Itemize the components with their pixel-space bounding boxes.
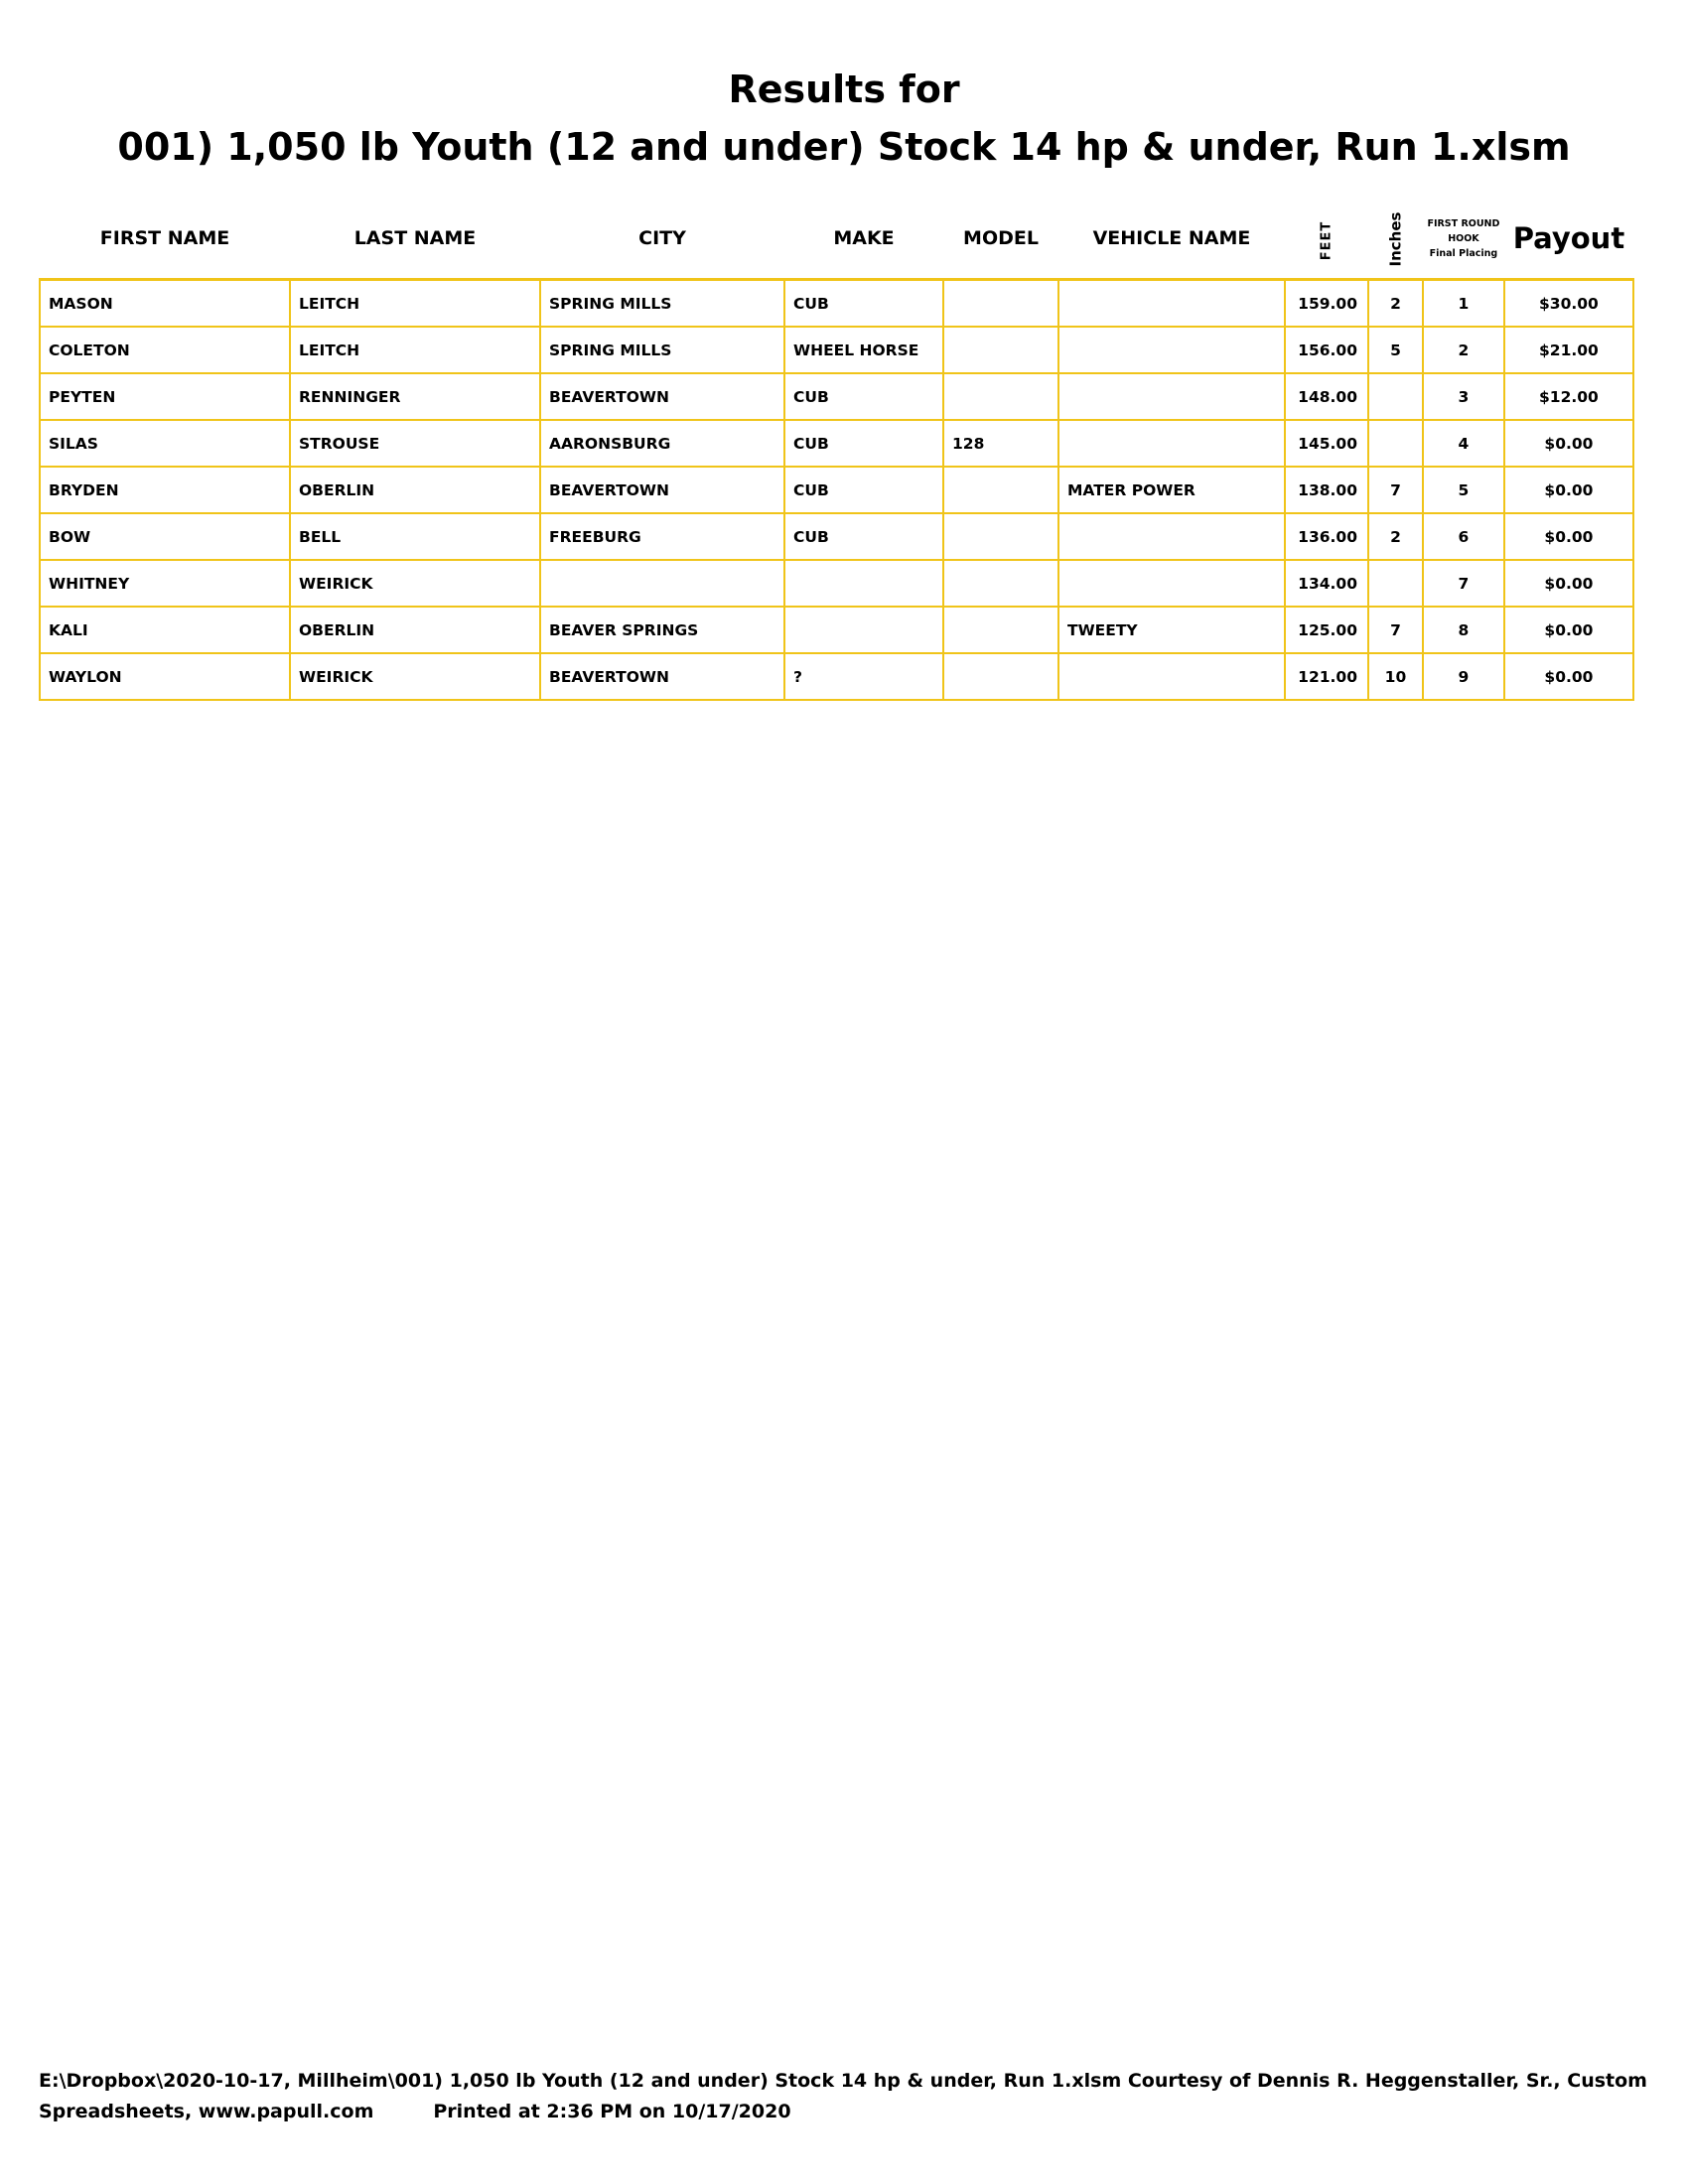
cell-make: CUB bbox=[784, 373, 943, 420]
cell-inches bbox=[1368, 560, 1423, 607]
cell-vehicle-name: MATER POWER bbox=[1058, 467, 1285, 513]
cell-inches: 10 bbox=[1368, 653, 1423, 700]
cell-first-name: KALI bbox=[40, 607, 290, 653]
results-table bbox=[39, 199, 1634, 701]
cell-last-name: STROUSE bbox=[290, 420, 540, 467]
cell-feet: 121.00 bbox=[1285, 653, 1368, 700]
cell-make: CUB bbox=[784, 467, 943, 513]
cell-make: ? bbox=[784, 653, 943, 700]
cell-feet: 159.00 bbox=[1285, 280, 1368, 328]
table-row bbox=[40, 420, 1633, 467]
table-row bbox=[40, 373, 1633, 420]
cell-last-name: BELL bbox=[290, 513, 540, 560]
header-feet bbox=[1285, 199, 1368, 280]
cell-city: AARONSBURG bbox=[540, 420, 784, 467]
cell-first-name: PEYTEN bbox=[40, 373, 290, 420]
table-row bbox=[40, 560, 1633, 607]
cell-payout: $0.00 bbox=[1504, 560, 1633, 607]
cell-first-name: BOW bbox=[40, 513, 290, 560]
cell-city: SPRING MILLS bbox=[540, 280, 784, 328]
header-city: CITY bbox=[540, 199, 784, 280]
cell-vehicle-name bbox=[1058, 280, 1285, 328]
cell-placing: 9 bbox=[1423, 653, 1504, 700]
header-make: MAKE bbox=[784, 199, 943, 280]
cell-model: 128 bbox=[943, 420, 1058, 467]
cell-city: FREEBURG bbox=[540, 513, 784, 560]
footer-path-line: E:\Dropbox\2020-10-17, Millheim\001) 1,050 lb Youth (12 and under) Stock 14 hp & under, Run 1.xlsm Courtesy of Dennis R. Heggenstaller, Sr., Custom bbox=[39, 2070, 1647, 2092]
header-payout bbox=[1504, 199, 1633, 280]
cell-vehicle-name bbox=[1058, 653, 1285, 700]
table-row bbox=[40, 327, 1633, 373]
cell-make: CUB bbox=[784, 513, 943, 560]
cell-inches: 7 bbox=[1368, 607, 1423, 653]
cell-first-name: WHITNEY bbox=[40, 560, 290, 607]
cell-placing: 4 bbox=[1423, 420, 1504, 467]
cell-model bbox=[943, 327, 1058, 373]
title-block bbox=[0, 62, 1688, 175]
table-row bbox=[40, 607, 1633, 653]
header-first-name: FIRST NAME bbox=[40, 199, 290, 280]
cell-city: BEAVERTOWN bbox=[540, 653, 784, 700]
cell-vehicle-name: TWEETY bbox=[1058, 607, 1285, 653]
cell-last-name: OBERLIN bbox=[290, 467, 540, 513]
cell-last-name: LEITCH bbox=[290, 280, 540, 328]
cell-feet: 136.00 bbox=[1285, 513, 1368, 560]
cell-feet: 134.00 bbox=[1285, 560, 1368, 607]
cell-vehicle-name bbox=[1058, 373, 1285, 420]
cell-placing: 2 bbox=[1423, 327, 1504, 373]
cell-inches: 7 bbox=[1368, 467, 1423, 513]
cell-city: SPRING MILLS bbox=[540, 327, 784, 373]
cell-first-name: MASON bbox=[40, 280, 290, 328]
cell-city bbox=[540, 560, 784, 607]
header-model: MODEL bbox=[943, 199, 1058, 280]
cell-feet: 148.00 bbox=[1285, 373, 1368, 420]
cell-model bbox=[943, 560, 1058, 607]
cell-payout: $0.00 bbox=[1504, 467, 1633, 513]
header-placing-line1: FIRST ROUND bbox=[1427, 217, 1500, 229]
header-placing-line2: HOOK bbox=[1448, 232, 1479, 244]
cell-first-name: WAYLON bbox=[40, 653, 290, 700]
cell-payout: $21.00 bbox=[1504, 327, 1633, 373]
cell-city: BEAVERTOWN bbox=[540, 373, 784, 420]
table-row bbox=[40, 513, 1633, 560]
cell-model bbox=[943, 607, 1058, 653]
cell-placing: 8 bbox=[1423, 607, 1504, 653]
table-row bbox=[40, 653, 1633, 700]
cell-last-name: OBERLIN bbox=[290, 607, 540, 653]
cell-model bbox=[943, 373, 1058, 420]
cell-placing: 7 bbox=[1423, 560, 1504, 607]
cell-make bbox=[784, 607, 943, 653]
header-placing-line3: Final Placing bbox=[1429, 247, 1498, 259]
page-subtitle: 001) 1,050 lb Youth (12 and under) Stock 14 hp & under, Run 1.xlsm bbox=[117, 125, 1571, 169]
cell-inches bbox=[1368, 373, 1423, 420]
header-row bbox=[40, 199, 1633, 280]
footer-printed-at: Printed at 2:36 PM on 10/17/2020 bbox=[433, 2101, 791, 2122]
cell-make: CUB bbox=[784, 280, 943, 328]
cell-city: BEAVERTOWN bbox=[540, 467, 784, 513]
cell-payout: $0.00 bbox=[1504, 420, 1633, 467]
cell-inches: 2 bbox=[1368, 513, 1423, 560]
cell-last-name: RENNINGER bbox=[290, 373, 540, 420]
header-feet-label: FEET bbox=[1319, 220, 1335, 261]
cell-feet: 145.00 bbox=[1285, 420, 1368, 467]
header-inches-label: Inches bbox=[1386, 211, 1405, 267]
cell-model bbox=[943, 280, 1058, 328]
cell-make: WHEEL HORSE bbox=[784, 327, 943, 373]
cell-payout: $30.00 bbox=[1504, 280, 1633, 328]
header-payout-label: Payout bbox=[1512, 221, 1625, 255]
cell-vehicle-name bbox=[1058, 560, 1285, 607]
footer-second-line bbox=[39, 2097, 1657, 2127]
cell-make bbox=[784, 560, 943, 607]
cell-feet: 156.00 bbox=[1285, 327, 1368, 373]
footer-website: Spreadsheets, www.papull.com bbox=[39, 2101, 374, 2122]
cell-placing: 5 bbox=[1423, 467, 1504, 513]
cell-model bbox=[943, 653, 1058, 700]
cell-vehicle-name bbox=[1058, 420, 1285, 467]
header-inches bbox=[1368, 199, 1423, 280]
page-title: Results for bbox=[728, 68, 960, 111]
cell-first-name: BRYDEN bbox=[40, 467, 290, 513]
cell-inches: 5 bbox=[1368, 327, 1423, 373]
cell-last-name: LEITCH bbox=[290, 327, 540, 373]
cell-inches: 2 bbox=[1368, 280, 1423, 328]
table-row bbox=[40, 280, 1633, 328]
header-last-name: LAST NAME bbox=[290, 199, 540, 280]
cell-inches bbox=[1368, 420, 1423, 467]
cell-placing: 6 bbox=[1423, 513, 1504, 560]
cell-feet: 138.00 bbox=[1285, 467, 1368, 513]
cell-last-name: WEIRICK bbox=[290, 653, 540, 700]
cell-payout: $0.00 bbox=[1504, 653, 1633, 700]
cell-payout: $0.00 bbox=[1504, 513, 1633, 560]
cell-first-name: COLETON bbox=[40, 327, 290, 373]
cell-feet: 125.00 bbox=[1285, 607, 1368, 653]
header-vehicle-name: VEHICLE NAME bbox=[1058, 199, 1285, 280]
cell-model bbox=[943, 513, 1058, 560]
footer bbox=[39, 2066, 1657, 2127]
cell-vehicle-name bbox=[1058, 513, 1285, 560]
cell-model bbox=[943, 467, 1058, 513]
table-row bbox=[40, 467, 1633, 513]
cell-city: BEAVER SPRINGS bbox=[540, 607, 784, 653]
header-placing bbox=[1423, 199, 1504, 280]
cell-placing: 1 bbox=[1423, 280, 1504, 328]
cell-placing: 3 bbox=[1423, 373, 1504, 420]
cell-payout: $12.00 bbox=[1504, 373, 1633, 420]
cell-last-name: WEIRICK bbox=[290, 560, 540, 607]
cell-first-name: SILAS bbox=[40, 420, 290, 467]
cell-payout: $0.00 bbox=[1504, 607, 1633, 653]
cell-make: CUB bbox=[784, 420, 943, 467]
cell-vehicle-name bbox=[1058, 327, 1285, 373]
